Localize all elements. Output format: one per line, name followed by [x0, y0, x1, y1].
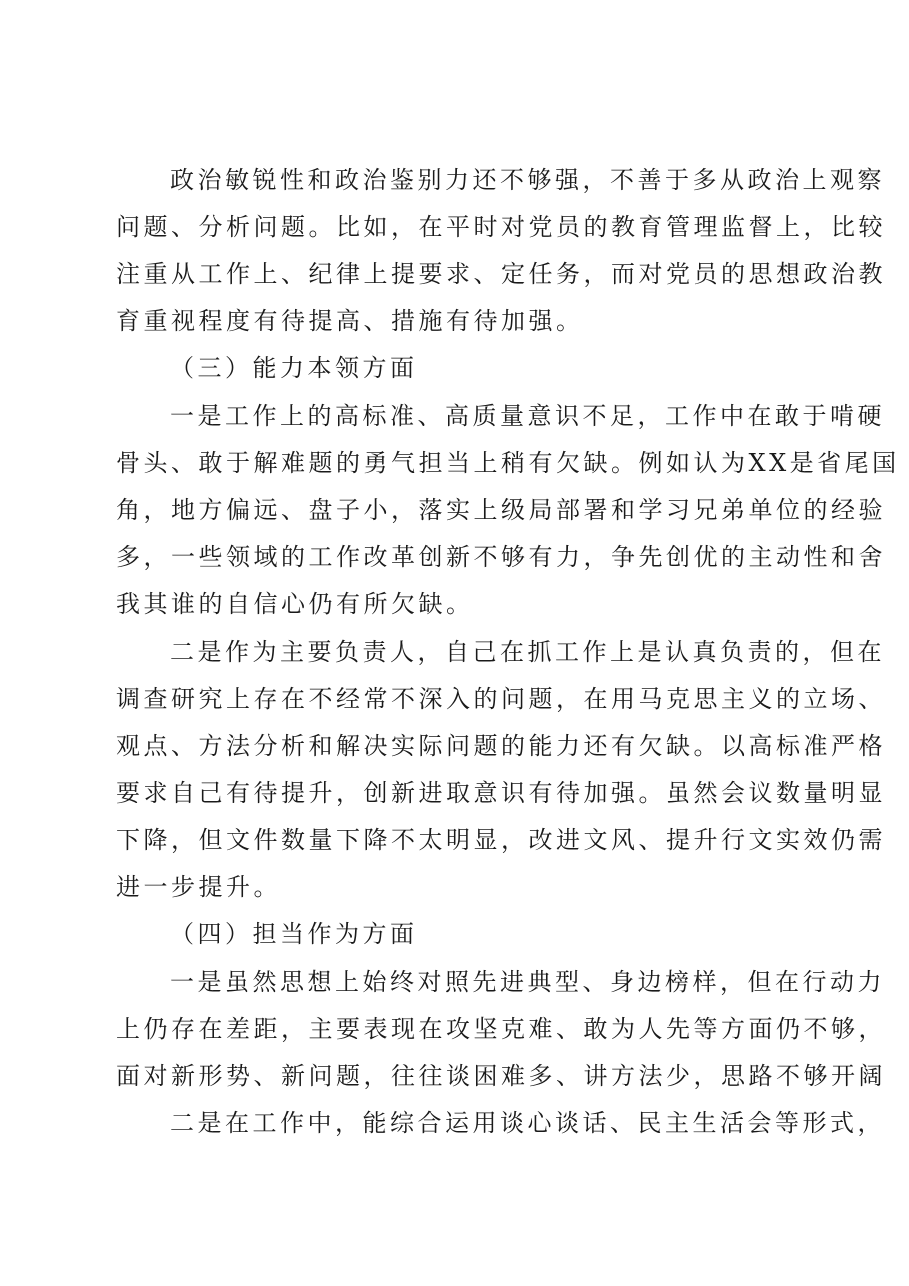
paragraph-line: 面对新形势、新问题，往往谈困难多、讲方法少，思路不够开阔 [116, 1062, 886, 1090]
paragraph-line: 观点、方法分析和解决实际问题的能力还有欠缺。以高标准严格 [116, 732, 886, 760]
paragraph-line: 要求自己有待提升，创新进取意识有待加强。虽然会议数量明显 [116, 779, 886, 807]
paragraph-line: 我其谁的自信心仍有所欠缺。 [116, 590, 474, 618]
paragraph-line: 二是作为主要负责人，自己在抓工作上是认真负责的，但在 [170, 638, 885, 666]
paragraph-line: 二是在工作中，能综合运用谈心谈话、民主生活会等形式， [170, 1109, 885, 1137]
section-heading: （四）担当作为方面 [170, 920, 418, 948]
paragraph-line: 进一步提升。 [116, 873, 281, 901]
paragraph-line: 一是工作上的高标准、高质量意识不足，工作中在敢于啃硬 [170, 402, 885, 430]
paragraph-line: 问题、分析问题。比如，在平时对党员的教育管理监督上，比较 [116, 213, 886, 241]
paragraph-line: 注重从工作上、纪律上提要求、定任务，而对党员的思想政治教 [116, 260, 886, 288]
paragraph-line: 政治敏锐性和政治鉴别力还不够强，不善于多从政治上观察 [170, 166, 885, 194]
paragraph-line: 调查研究上存在不经常不深入的问题，在用马克思主义的立场、 [116, 685, 886, 713]
section-heading: （三）能力本领方面 [170, 354, 418, 382]
paragraph-line: 下降，但文件数量下降不太明显，改进文风、提升行文实效仍需 [116, 826, 886, 854]
paragraph-line: 上仍存在差距，主要表现在攻坚克难、敢为人先等方面仍不够， [116, 1015, 886, 1043]
paragraph-line: 角，地方偏远、盘子小，落实上级局部署和学习兄弟单位的经验 [116, 496, 886, 524]
paragraph-line: 一是虽然思想上始终对照先进典型、身边榜样，但在行动力 [170, 968, 885, 996]
paragraph-line: 骨头、敢于解难题的勇气担当上稍有欠缺。例如认为XX是省尾国 [116, 449, 900, 477]
paragraph-line: 育重视程度有待提高、措施有待加强。 [116, 307, 584, 335]
paragraph-line: 多，一些领域的工作改革创新不够有力，争先创优的主动性和舍 [116, 543, 886, 571]
